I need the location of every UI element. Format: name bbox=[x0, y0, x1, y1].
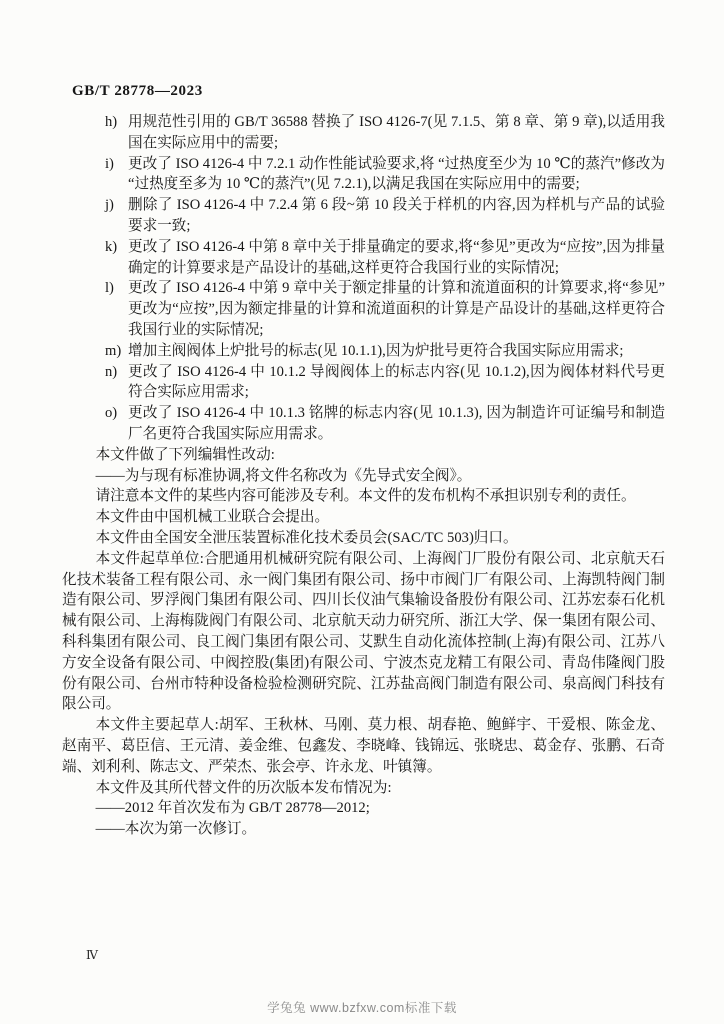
foreword-content bbox=[62, 112, 665, 840]
change-item-label: k) bbox=[105, 238, 118, 255]
paragraph-history-revision: ——本次为第一次修订。 bbox=[95, 821, 257, 838]
change-item-o bbox=[62, 403, 665, 445]
paragraph-drafting-orgs: 本文件起草单位:合肥通用机械研究院有限公司、上海阀门厂股份有限公司、北京航天石化技术装备工程有限公司、永一阀门集团有限公司、扬中市阀门厂有限公司、上海凯特阀门制造有限公司、罗浮阀门集团有限公司、四川长仪油气集输设备股份有限公司、江苏宏泰石化机械有限公司、上海梅陇阀门有限公司、北京航天动力研究所、浙江大学、保一集团有限公司、科科集团有限公司、良工阀门集团有限公司、艾默生自动化流体控制(上海)有限公司、江苏八方安全设备有限公司、中阀控股(集团)有限公司、宁波杰克龙精工有限公司、青岛伟隆阀门股份有限公司、台州市特种设备检验检测研究院、江苏盐高阀门制造有限公司、泉高阀门科技有限公司。 bbox=[62, 550, 665, 713]
change-item-text: 增加主阀阀体上炉批号的标志(见 10.1.1),因为炉批号更符合我国实际应用需求; bbox=[128, 342, 624, 359]
paragraph-history-intro: 本文件及其所代替文件的历次版本发布情况为: bbox=[95, 779, 392, 796]
change-item-text: 更改了 ISO 4126-4 中第 9 章中关于额定排量的计算和流道面积的计算要求,将“参见”更改为“应按”,因为额定排量的计算和流道面积的计算是产品设计的基础,这样更符合我国行业的实际情况; bbox=[128, 280, 665, 338]
change-item-label: l) bbox=[105, 280, 114, 297]
watermark: 学兔兔 www.bzfxw.com标准下载 bbox=[267, 1001, 457, 1015]
doc-number: GB/T 28778—2023 bbox=[72, 83, 203, 99]
change-item-text: 更改了 ISO 4126-4 中 10.1.3 铭牌的标志内容(见 10.1.3), 因为制造许可证编号和制造厂名更符合我国实际应用需求。 bbox=[128, 405, 665, 442]
change-item-l bbox=[62, 278, 665, 340]
paragraph-proposed-by: 本文件由中国机械工业联合会提出。 bbox=[95, 509, 330, 526]
change-item-h bbox=[62, 112, 665, 154]
change-item-text: 更改了 ISO 4126-4 中 10.1.2 导阀阀体上的标志内容(见 10.1.2),因为阀体材料代号更符合实际应用需求; bbox=[128, 363, 665, 401]
change-item-text: 用规范性引用的 GB/T 36588 替换了 ISO 4126-7(见 7.1.5、第 8 章、第 9 章),以适用我国在实际应用中的需要; bbox=[128, 114, 665, 151]
change-item-text: 更改了 ISO 4126-4 中第 8 章中关于排量确定的要求,将“参见”更改为“应按”,因为排量确定的计算要求是产品设计的基础,这样更符合我国行业的实际情况; bbox=[128, 238, 665, 276]
change-item-label: o) bbox=[105, 405, 118, 422]
change-item-label: j) bbox=[105, 197, 114, 214]
change-item-label: i) bbox=[105, 155, 114, 172]
paragraph-history-first: ——2012 年首次发布为 GB/T 28778—2012; bbox=[95, 800, 370, 817]
paragraph-patent-notice: 请注意本文件的某些内容可能涉及专利。本文件的发布机构不承担识别专利的责任。 bbox=[95, 488, 636, 505]
paragraph-editorial-intro: 本文件做了下列编辑性改动: bbox=[95, 446, 275, 463]
change-item-text: 删除了 ISO 4126-4 中 7.2.4 第 6 段~第 10 段关于样机的内容,因为样机与产品的试验要求一致; bbox=[128, 197, 665, 234]
page-number: Ⅳ bbox=[86, 948, 99, 962]
change-item-m bbox=[62, 341, 665, 362]
change-item-k bbox=[62, 237, 665, 279]
change-item-label: m) bbox=[105, 342, 122, 359]
change-item-j bbox=[62, 195, 665, 237]
change-item-label: h) bbox=[105, 114, 118, 130]
paragraph-editorial-item: ——为与现有标准协调,将文件名称改为《先导式安全阀》。 bbox=[95, 467, 472, 484]
paragraph-drafters: 本文件主要起草人:胡军、王秋林、马刚、莫力根、胡春艳、鲍鲜宇、干爱根、陈金龙、赵南平、葛臣信、王元清、姜金维、包鑫发、李晓峰、钱锦远、张晓忠、葛金存、张鹏、石奇端、刘利利、陈志文、严荣杰、张会亭、许永龙、叶镇簿。 bbox=[62, 717, 665, 775]
change-item-n bbox=[62, 362, 665, 404]
paragraph-centralized-by: 本文件由全国安全泄压装置标准化技术委员会(SAC/TC 503)归口。 bbox=[95, 529, 518, 546]
change-item-i bbox=[62, 154, 665, 196]
change-item-label: n) bbox=[105, 363, 118, 380]
change-item-text: 更改了 ISO 4126-4 中 7.2.1 动作性能试验要求,将 “过热度至少为 10 ℃的蒸汽”修改为“过热度至多为 10 ℃的蒸汽”(见 7.2.1),以满足我国在实际应用中的需要; bbox=[128, 155, 665, 193]
